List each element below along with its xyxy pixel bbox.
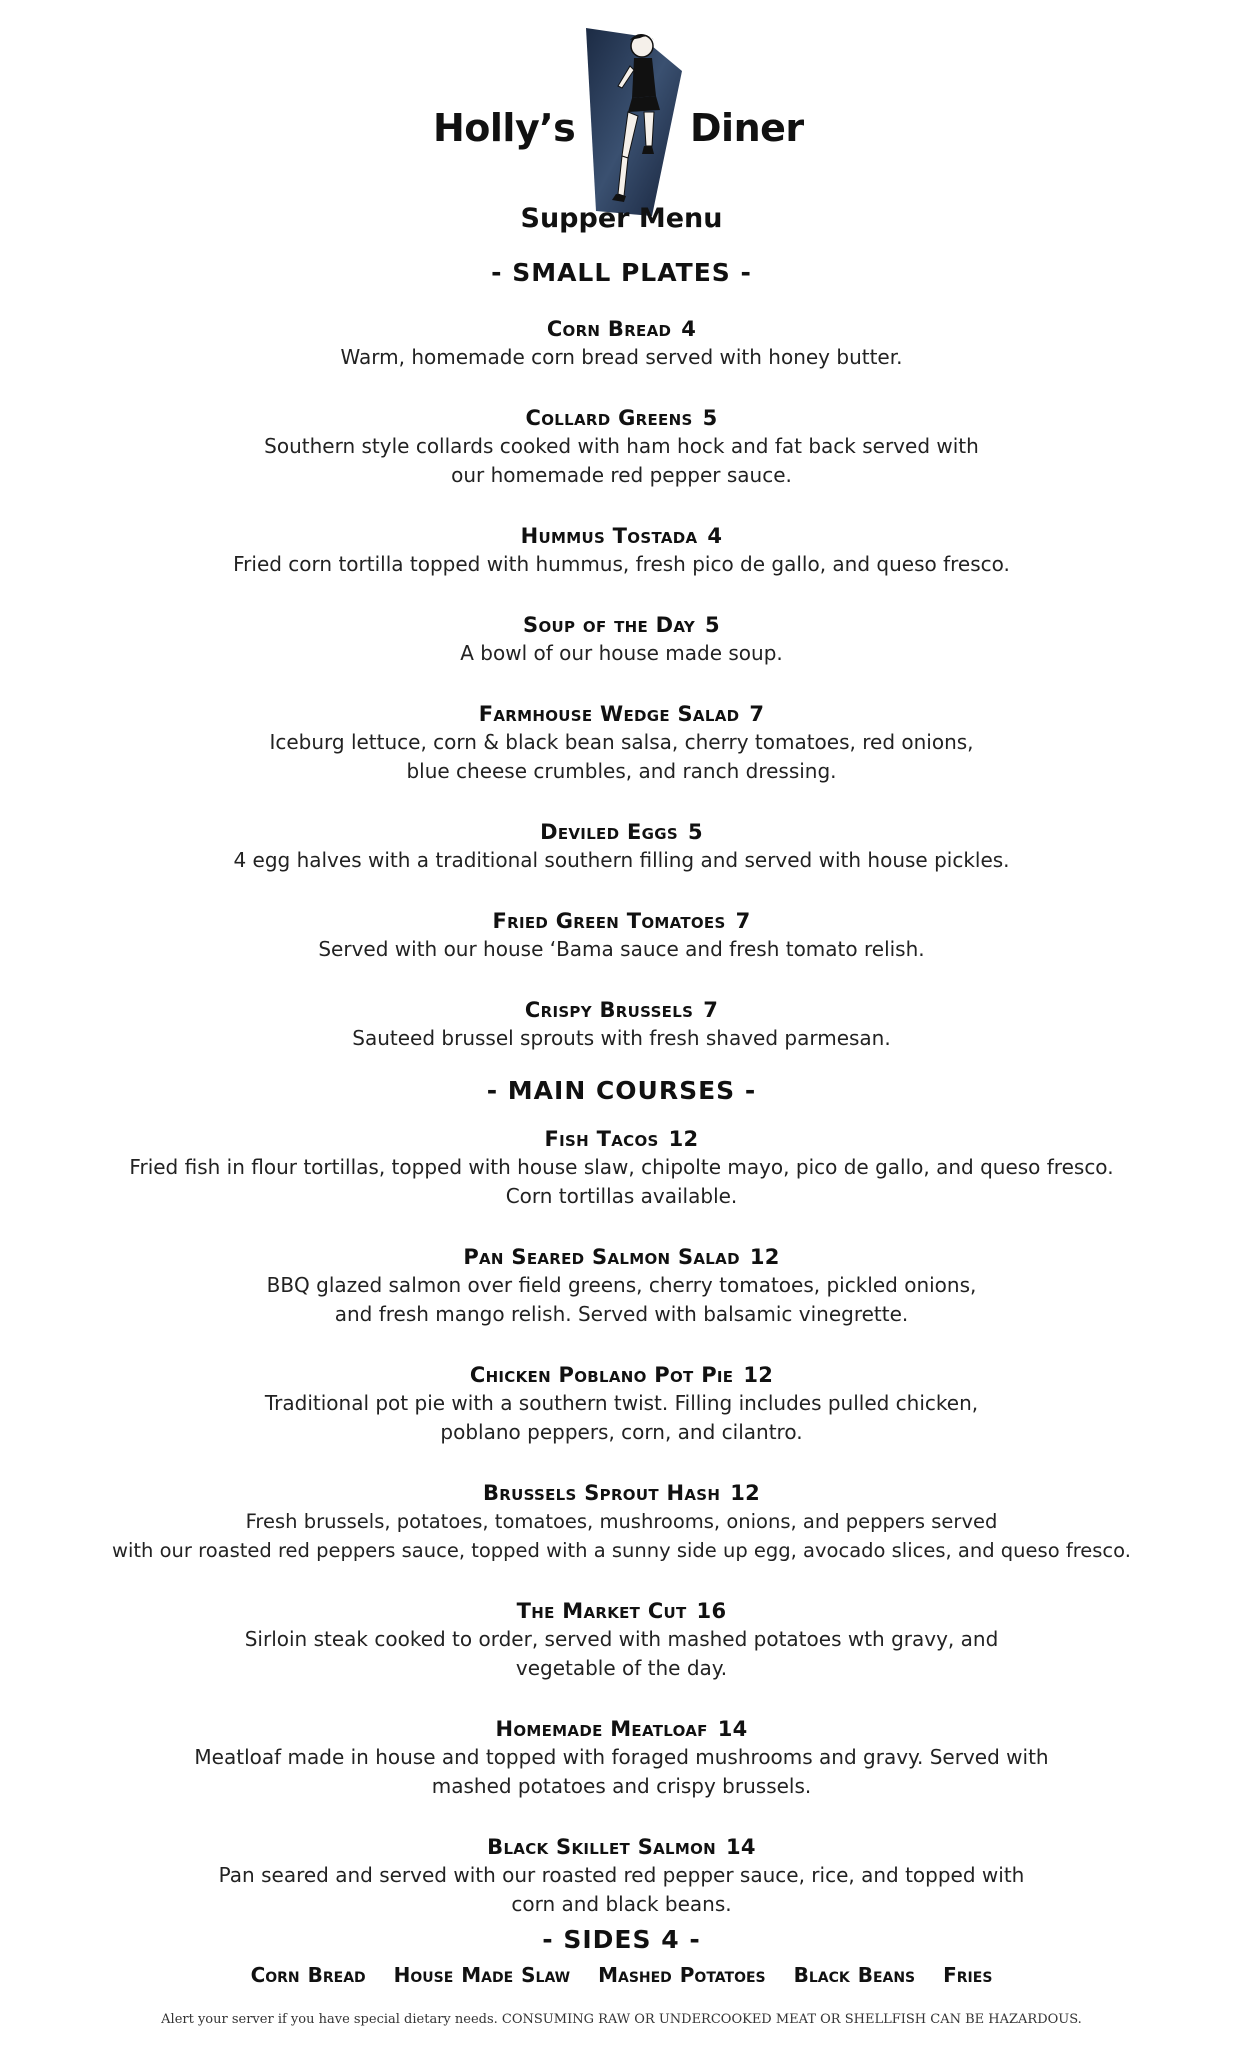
main-courses-heading: - MAIN COURSES - xyxy=(486,1076,757,1105)
item-name: Soup of the Day 5 xyxy=(523,613,720,637)
item-description: Iceburg lettuce, corn & black bean salsa, cherry tomatoes, red onions, blue cheese crumbles, and ranch dressing. xyxy=(269,730,974,783)
side-item: House Made Slaw xyxy=(393,1963,571,1987)
side-item: Fries xyxy=(943,1963,993,1987)
menu-item-deviled-eggs xyxy=(80,818,1163,875)
item-name: Pan Seared Salmon Salad 12 xyxy=(463,1245,780,1269)
item-name: Homemade Meatloaf 14 xyxy=(495,1717,748,1741)
item-name: Chicken Poblano Pot Pie 12 xyxy=(469,1363,774,1387)
menu-item-the-market-cut xyxy=(80,1597,1163,1683)
item-price: 16 xyxy=(696,1599,727,1623)
brand-name-right: Diner xyxy=(690,106,804,150)
menu-item-brussels-sprout-hash xyxy=(80,1479,1163,1565)
sides-list xyxy=(0,1963,1243,1987)
item-name: Fried Green Tomatoes 7 xyxy=(492,909,751,933)
item-name: The Market Cut 16 xyxy=(516,1599,727,1623)
small-plates-heading: - SMALL PLATES - xyxy=(491,258,752,287)
pinup-girl-logo-icon xyxy=(582,26,688,216)
item-price: 5 xyxy=(705,613,720,637)
item-name: Corn Bread 4 xyxy=(546,317,697,341)
item-name: Deviled Eggs 5 xyxy=(540,820,703,844)
item-description: Fried corn tortilla topped with hummus, fresh pico de gallo, and queso fresco. xyxy=(233,552,1010,576)
item-description: Sauteed brussel sprouts with fresh shaved parmesan. xyxy=(352,1026,891,1050)
menu-item-corn-bread xyxy=(80,315,1163,372)
menu-item-fried-green-tomatoes xyxy=(80,907,1163,964)
menu-item-fish-tacos xyxy=(80,1125,1163,1211)
item-price: 7 xyxy=(749,702,765,726)
item-price: 7 xyxy=(735,909,751,933)
menu-item-black-skillet-salmon xyxy=(80,1833,1163,1919)
item-price: 5 xyxy=(702,406,718,430)
item-description: Sirloin steak cooked to order, served with mashed potatoes wth gravy, and vegetable of the day. xyxy=(244,1627,999,1680)
item-price: 7 xyxy=(703,998,719,1022)
item-description: Southern style collards cooked with ham hock and fat back served with our homemade red pepper sauce. xyxy=(264,434,979,487)
item-price: 4 xyxy=(707,524,723,548)
item-name: Crispy Brussels 7 xyxy=(524,998,719,1022)
item-price: 12 xyxy=(743,1363,774,1387)
item-description: Fried fish in flour tortillas, topped with house slaw, chipolte mayo, pico de gallo, and queso fresco. Corn tortillas available. xyxy=(129,1155,1114,1208)
menu-item-soup-of-the-day xyxy=(80,611,1163,668)
item-name: Hummus Tostada 4 xyxy=(520,524,723,548)
item-description: Pan seared and served with our roasted red pepper sauce, rice, and topped with corn and black beans. xyxy=(218,1863,1025,1916)
brand-name-left: Holly’s xyxy=(433,106,576,150)
item-price: 12 xyxy=(730,1481,761,1505)
item-price: 14 xyxy=(726,1835,756,1859)
item-description: Served with our house ‘Bama sauce and fresh tomato relish. xyxy=(318,937,925,961)
menu-item-hummus-tostada xyxy=(80,522,1163,579)
item-price: 14 xyxy=(717,1717,748,1741)
menu-item-crispy-brussels xyxy=(80,996,1163,1053)
item-description: Warm, homemade corn bread served with honey butter. xyxy=(340,345,903,369)
side-item: Mashed Potatoes xyxy=(598,1963,766,1987)
menu-header xyxy=(0,26,1243,216)
side-item: Corn Bread xyxy=(250,1963,366,1987)
item-description: BBQ glazed salmon over field greens, cherry tomatoes, pickled onions, and fresh mango relish. Served with balsamic vinegrette. xyxy=(266,1273,977,1326)
item-name: Black Skillet Salmon 14 xyxy=(487,1835,756,1859)
side-item: Black Beans xyxy=(793,1963,916,1987)
menu-item-chicken-poblano-pot-pie xyxy=(80,1361,1163,1447)
item-description: Fresh brussels, potatoes, tomatoes, mushrooms, onions, and peppers served with our roasted red peppers sauce, topped with a sunny side up egg, avocado slices, and queso fresco. xyxy=(112,1510,1131,1562)
item-price: 5 xyxy=(687,820,703,844)
menu-item-farmhouse-wedge-salad xyxy=(80,700,1163,786)
item-description: A bowl of our house made soup. xyxy=(460,641,783,665)
item-price: 12 xyxy=(668,1127,699,1151)
item-name: Fish Tacos 12 xyxy=(544,1127,699,1151)
menu-title: Supper Menu xyxy=(520,203,723,234)
item-description: 4 egg halves with a traditional southern filling and served with house pickles. xyxy=(233,848,1010,872)
item-description: Meatloaf made in house and topped with foraged mushrooms and gravy. Served with mashed potatoes and crispy brussels. xyxy=(194,1745,1049,1798)
sides-heading: - SIDES 4 - xyxy=(542,1925,701,1954)
item-description: Traditional pot pie with a southern twist. Filling includes pulled chicken, poblano peppers, corn, and cilantro. xyxy=(264,1391,979,1444)
menu-item-homemade-meatloaf xyxy=(80,1715,1163,1801)
item-price: 12 xyxy=(749,1245,780,1269)
item-name: Collard Greens 5 xyxy=(525,406,718,430)
item-name: Brussels Sprout Hash 12 xyxy=(482,1481,761,1505)
item-price: 4 xyxy=(681,317,697,341)
menu-item-pan-seared-salmon-salad xyxy=(80,1243,1163,1329)
menu-item-collard-greens xyxy=(80,404,1163,490)
dietary-notice: Alert your server if you have special dietary needs. CONSUMING RAW OR UNDERCOOKED MEAT OR SHELLFISH CAN BE HAZARDOUS. xyxy=(161,2012,1082,2027)
item-name: Farmhouse Wedge Salad 7 xyxy=(478,702,765,726)
